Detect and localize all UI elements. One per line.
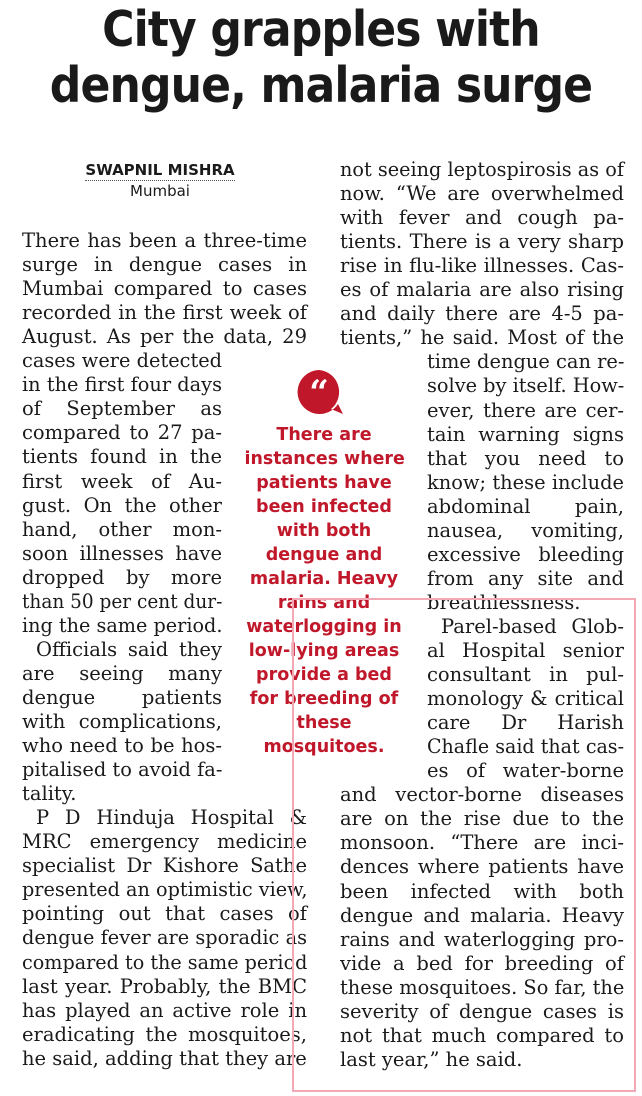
text-line: dengue patients (22, 685, 222, 709)
pull-quote-line: low-lying areas (248, 641, 400, 661)
text-line: in the first four days (22, 373, 222, 397)
author-name: SWAPNIL MISHRA (85, 161, 235, 179)
text-line: tients,” he said. Most of the (340, 326, 624, 350)
text-line: last year,” he said. (340, 1047, 523, 1071)
text-line: monology & critical (427, 687, 624, 711)
pull-quote-line: been infected (256, 497, 392, 517)
headline-line-2: dengue, malaria surge (49, 57, 593, 114)
text-line: compared to 27 pa- (22, 421, 222, 445)
text-line: Chafle said that cas- (427, 735, 624, 759)
text-line: monsoon. “There are inci- (340, 831, 624, 855)
text-line: severity of dengue cases is (340, 999, 624, 1023)
text-line: presented an optimistic view, (22, 878, 308, 902)
text-line: that you need to (427, 446, 624, 470)
text-line: now. “We are overwhelmed (340, 182, 624, 206)
pull-quote-line: these (296, 713, 352, 733)
text-line: care Dr Harish (427, 711, 624, 735)
text-line: specialist Dr Kishore Sathe (22, 854, 307, 878)
text-line: from any site and (427, 566, 624, 590)
text-line: these mosquitoes. So far, the (340, 975, 625, 999)
text-line: tients. There is a very sharp (340, 230, 624, 254)
text-line: has played an active role in (22, 998, 307, 1022)
pull-quote-line: instances where (244, 449, 405, 469)
pull-quote-line: patients have (256, 473, 392, 493)
text-line: dences where patients have (340, 855, 624, 879)
text-line: than 50 per cent dur- (22, 589, 223, 613)
pull-quote-line: waterlogging in (246, 617, 402, 637)
text-line: pointing out that cases of (22, 902, 307, 926)
text-line: dropped by more (22, 565, 222, 589)
text-line: first week of Au- (22, 469, 222, 493)
text-line: gust. On the other (22, 493, 222, 517)
text-line: surge in dengue cases in (22, 253, 307, 277)
text-line: time dengue can re- (427, 350, 625, 374)
text-line: vide a bed for breeding of (340, 951, 624, 975)
text-line: not seeing leptospirosis as of (340, 158, 624, 181)
pull-quote-line: There are (276, 425, 372, 445)
text-line: tients found in the (22, 445, 222, 469)
text-line: excessive bleeding (427, 542, 624, 566)
byline (60, 160, 260, 202)
text-line: and vector-borne diseases (340, 783, 624, 807)
text-line: are on the rise due to the (340, 807, 624, 831)
text-line: rise in flu-like illnesses. Cas- (340, 254, 624, 278)
text-line: Parel-based Glob- (441, 614, 624, 638)
dateline-location: Mumbai (130, 182, 190, 200)
headline (32, 2, 610, 114)
text-line: compared to the same period (22, 950, 308, 974)
text-line: ever, there are cer- (427, 398, 624, 422)
text-line: al Hospital senior (427, 639, 624, 662)
text-line: dengue fever are sporadic as (22, 926, 307, 950)
text-line: consultant in pul- (427, 663, 624, 687)
pull-quote-line: dengue and (265, 545, 383, 565)
text-line: know; these include (427, 470, 624, 494)
text-line: he said, adding that they are (22, 1046, 307, 1070)
text-line: es of water-borne (427, 759, 624, 783)
text-line: rains and waterlogging pro- (340, 927, 624, 951)
pull-quote-line: with both (276, 521, 372, 541)
text-line: tain warning signs (427, 422, 624, 446)
text-line: eradicating the mosquitoes, (22, 1022, 307, 1046)
pull-quote-line: provide a bed (256, 665, 392, 685)
quote-icon (294, 367, 344, 417)
text-line: soon illnesses have (22, 541, 222, 565)
highlight-box (292, 598, 636, 1092)
text-line: been infected with both (340, 879, 624, 903)
text-line: dengue and malaria. Heavy (340, 903, 624, 927)
text-line: last year. Probably, the BMC (22, 974, 307, 998)
pull-quote-line: for breeding of (249, 689, 399, 709)
text-line: are seeing many (22, 661, 222, 685)
text-line: P D Hinduja Hospital & (36, 806, 307, 830)
text-line: cases were detected (22, 349, 222, 373)
pull-quote-line: malaria. Heavy (249, 569, 399, 589)
text-line: There has been a three-time (22, 229, 307, 252)
text-line: of September as (22, 397, 222, 421)
pull-quote-line: mosquitoes. (263, 737, 385, 757)
svg-text:“: “ (309, 373, 329, 413)
text-line: Mumbai compared to cases (22, 277, 307, 301)
headline-line-1: City grapples with (102, 1, 540, 58)
text-line: recorded in the first week of (22, 301, 307, 325)
text-line: es of malaria are also rising (340, 278, 624, 302)
text-line: ing the same period. (22, 613, 223, 637)
text-line: who need to be hos- (22, 734, 222, 758)
text-line: tality. (22, 782, 77, 806)
text-line: solve by itself. How- (427, 374, 625, 398)
text-line: not that much compared to (340, 1023, 624, 1047)
text-line: nausea, vomiting, (427, 518, 624, 542)
text-line: abdominal pain, (427, 494, 624, 518)
text-line: pitalised to avoid fa- (22, 758, 223, 782)
text-line: MRC emergency medicine (22, 830, 307, 854)
text-line: Officials said they (36, 637, 222, 661)
text-line: hand, other mon- (22, 517, 222, 541)
text-line: and daily there are 4-5 pa- (340, 302, 624, 326)
pull-quote-line: rains and (277, 593, 371, 613)
text-line: August. As per the data, 29 (22, 325, 307, 349)
text-line: with complications, (22, 710, 222, 733)
text-line: with fever and cough pa- (340, 206, 624, 230)
text-line: breathlessness. (427, 590, 581, 614)
